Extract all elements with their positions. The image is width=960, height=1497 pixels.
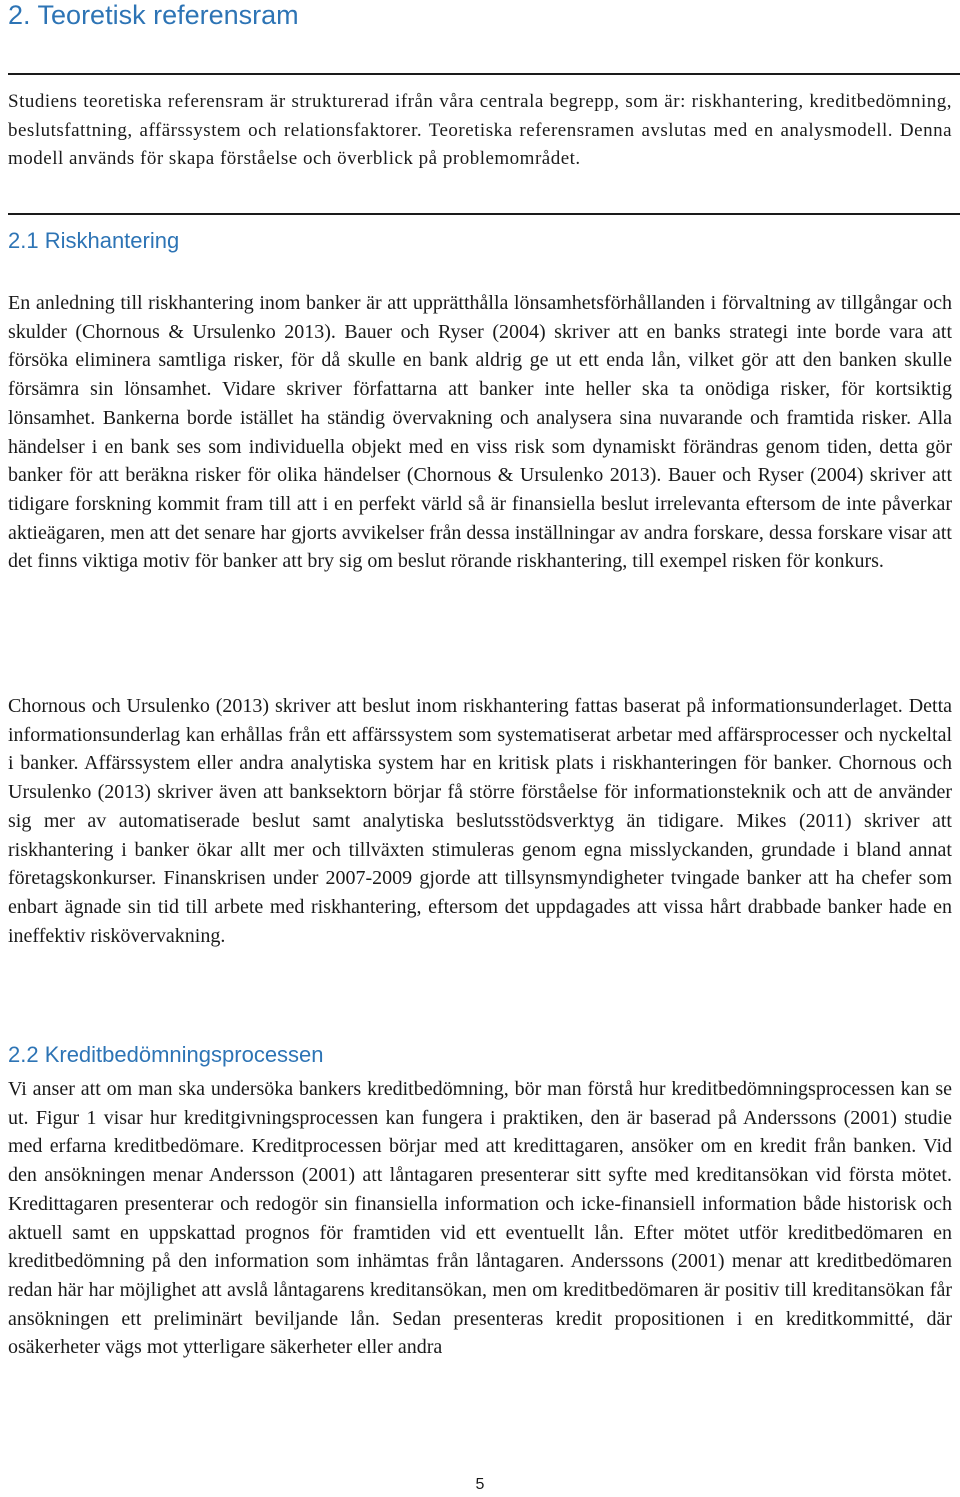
riskhantering-paragraph-2: Chornous och Ursulenko (2013) skriver att beslut inom riskhantering fattas baserat på informationsunderlaget. Detta informationsunderlag kan erhållas från ett affärssystem som systematiserat arbetar med affärsprocesser och nyckeltal i banker. Affärssystem eller andra analytiska system har en kritisk plats i riskhanteringen för banker. Chornous och Ursulenko (2013) skriver även att banksektorn börjar få större förståelse för informationsteknik och att de använder sig mer av automatiserade beslut samt analytiska beslutsstödsverktyg än tidigare. Mikes (2011) skriver att riskhantering i banker ökar allt mer och tillväxten stimuleras genom egna misslyckanden, grundade i bland annat företagskonkurser. Finanskrisen under 2007-2009 gjorde att tillsynsmyndigheter tvingade banker att ha chefer som enbart ägnade sin tid till arbete med riskhantering, eftersom det uppdagades att vissa hårt drabbade banker hade en ineffektiv riskövervakning. (8, 695, 952, 947)
section-rule (8, 213, 960, 215)
intro-paragraph: Studiens teoretiska referensram är strukturerad ifrån våra centrala begrepp, som är: riskhantering, kreditbedömning, beslutsfattning, affärssystem och relationsfaktorer. Teoretiska referensramen avslutas med en analysmodell. Denna modell används för skapa förståelse och överblick på problemområdet. (8, 91, 952, 169)
top-rule (8, 73, 960, 75)
kreditbedomning-paragraph: Vi anser att om man ska undersöka bankers kreditbedömning, bör man förstå hur kreditbedömningsprocessen kan se ut. Figur 1 visar hur kreditgivningsprocessen kan fungera i praktiken, den är baserad på Anderssons (2001) studie med erfarna kreditbedömare. Kreditprocessen börjar med att kredittagaren, ansöker om en kredit från banken. Vid den ansökningen menar Andersson (2001) att låntagaren presenterar sitt syfte med kreditansökan vid första mötet. Kredittagaren presenterar och redogör sin finansiella information och icke-finansiell information både historisk och aktuell samt en uppskattad prognos för framtiden vid ett eventuellt lån. Efter mötet utför kreditbedömaren en kreditbedömning på den information som inhämtas från låntagaren. Anderssons (2001) menar att kreditbedömaren redan här har möjlighet att avslå låntagarens kreditansökan, men om kreditbedömaren är positiv till kreditansökan får ansökningen ett preliminärt beviljande lån. Sedan presenteras kredit propositionen i en kreditkommitté, där osäkerheter vägs mot ytterligare säkerheter eller andra (8, 1078, 952, 1359)
riskhantering-paragraph-1: En anledning till riskhantering inom banker är att upprätthålla lönsamhetsförhållanden i förvaltning av tillgångar och skulder (Chornous & Ursulenko 2013). Bauer och Ryser (2004) skriver att en banks strategi inte borde vara att försöka eliminera samtliga risker, för då skulle en bank aldrig ge ut ett enda lån, vilket gör att den banken skulle försämra sin lönsamhet. Vidare skriver författarna att banker inte heller ska ta onödiga risker, för kortsiktig lönsamhet. Bankerna borde istället ha ständig övervakning och analysera sina nuvarande och framtida risker. Alla händelser i en bank ses som individuella objekt med en viss risk som dynamiskt förändras genom tiden, detta gör banker för att beräkna risker för olika händelser (Chornous & Ursulenko 2013). Bauer och Ryser (2004) skriver att tidigare forskning kommit fram till att i en perfekt värld så är finansiella beslut irrelevanta eftersom de inte påverkar aktieägaren, men att det senare har gjorts avvikelser från dessa inställningar av andra forskare, dessa forskare visar att det finns viktiga motiv för banker att bry sig om beslut rörande riskhantering, till exempel risken för konkurs. (8, 292, 952, 573)
section-heading-kreditbedomning: 2.2 Kreditbedömningsprocessen (8, 1042, 324, 1067)
section-heading-riskhantering: 2.1 Riskhantering (8, 228, 180, 253)
chapter-heading: 2. Teoretisk referensram (8, 0, 299, 30)
page-number: 5 (475, 1476, 485, 1493)
